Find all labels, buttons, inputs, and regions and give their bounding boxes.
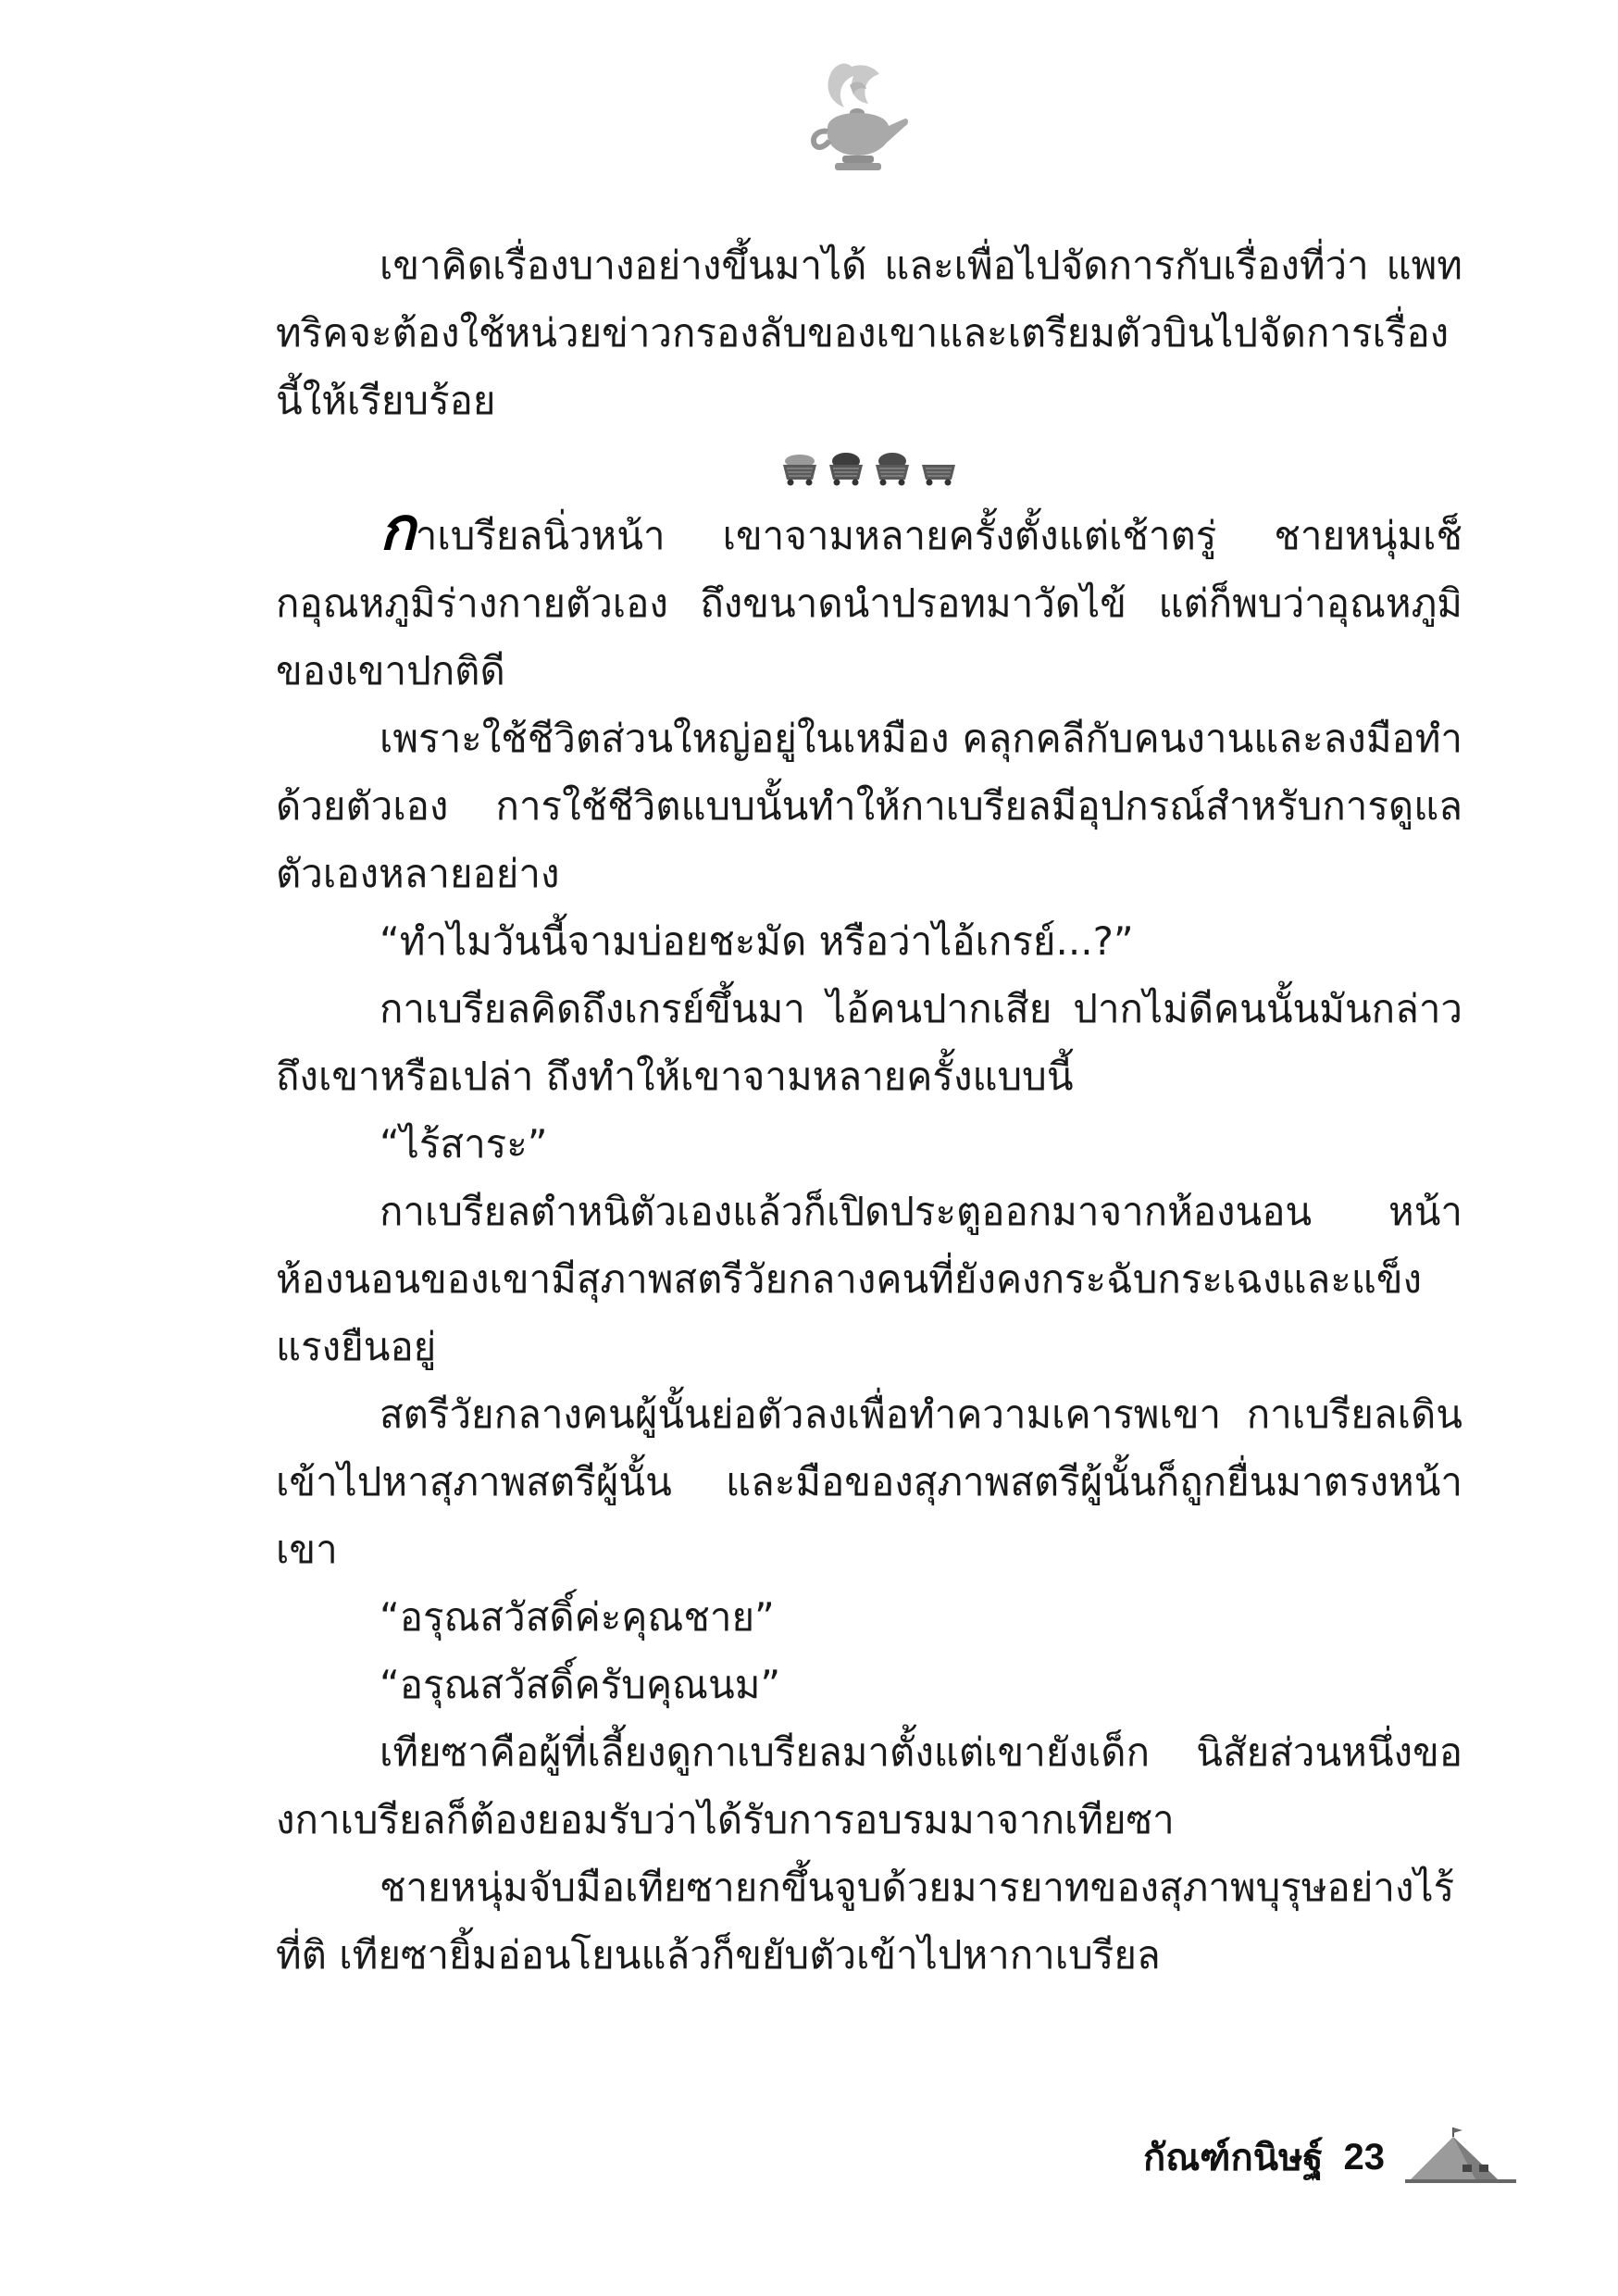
- dialogue-line: “ไร้สาระ”: [380, 1121, 548, 1167]
- body-text: [276, 231, 1462, 1989]
- chapter-opening-paragraph: [276, 495, 1462, 705]
- chapter-opening-text: าเบรียลนิ่วหน้า เขาจามหลายครั้งตั้งแต่เช้าตรู่ ชายหนุ่มเช็กอุณหภูมิร่างกายตัวเอง ถึงขนาดนำปรอทมาวัดไข้ แต่ก็พบว่าอุณหภูมิของเขาปกติดี: [276, 513, 1462, 693]
- paragraph: ชายหนุ่มจับมือเทียซายกขึ้นจูบด้วยมารยาทของสุภาพบุรุษอย่างไร้ที่ติ เทียซายิ้มอ่อนโยนแล้วก็ขยับตัวเข้าไปหากาเบรียล: [276, 1865, 1455, 1978]
- drop-cap: ก: [380, 495, 416, 564]
- dialogue-line: “อรุณสวัสดิ์ค่ะคุณชาย”: [380, 1594, 775, 1640]
- mine-cart-icon: [872, 450, 913, 487]
- dialogue-line: “อรุณสวัสดิ์ครับคุณนม”: [380, 1662, 781, 1707]
- magic-lamp-icon: [796, 54, 916, 179]
- paragraph: กาเบรียลตำหนิตัวเองแล้วก็เปิดประตูออกมาจากห้องนอน หน้าห้องนอนของเขามีสุภาพสตรีวัยกลางคนที่ยังคงกระฉับกระเฉงและแข็งแรงยืนอยู่: [276, 1189, 1462, 1369]
- paragraph: เทียซาคือผู้ที่เลี้ยงดูกาเบรียลมาตั้งแต่เขายังเด็ก นิสัยส่วนหนึ่งของกาเบรียลก็ต้องยอมรับว่าได้รับการอบรมมาจากเทียซา: [276, 1729, 1462, 1842]
- tent-icon: [1405, 2124, 1516, 2190]
- page-number: 23: [1343, 2136, 1385, 2177]
- paragraph: เขาคิดเรื่องบางอย่างขึ้นมาได้ และเพื่อไปจัดการกับเรื่องที่ว่า แพททริคจะต้องใช้หน่วยข่าวกรองลับของเขาและเตรียมตัวบินไปจัดการเรื่องนี้ให้เรียบร้อย: [276, 243, 1462, 423]
- mine-cart-icon: [918, 450, 959, 487]
- book-title: กัณฑ์กนิษฐ์: [1142, 2137, 1324, 2179]
- paragraph: เพราะใช้ชีวิตส่วนใหญ่อยู่ในเหมือง คลุกคลีกับคนงานและลงมือทำด้วยตัวเอง การใช้ชีวิตแบบนั้นทำให้กาเบรียลมีอุปกรณ์สำหรับการดูแลตัวเองหลายอย่าง: [276, 716, 1462, 896]
- mine-cart-icon: [779, 450, 820, 487]
- section-separator: [276, 434, 1462, 502]
- dialogue-line: “ทำไมวันนี้จามบ่อยชะมัด หรือว่าไอ้เกรย์...?”: [380, 918, 1134, 964]
- mine-cart-icon: [826, 450, 866, 487]
- paragraph: สตรีวัยกลางคนผู้นั้นย่อตัวลงเพื่อทำความเคารพเขา กาเบรียลเดินเข้าไปหาสุภาพสตรีผู้นั้น และมือของสุภาพสตรีผู้นั้นก็ถูกยื่นมาตรงหน้าเขา: [276, 1391, 1462, 1572]
- paragraph: กาเบรียลคิดถึงเกรย์ขึ้นมา ไอ้คนปากเสีย ปากไม่ดีคนนั้นมันกล่าวถึงเขาหรือเปล่า ถึงทำให้เขาจามหลายครั้งแบบนี้: [276, 986, 1462, 1099]
- page-footer: [1143, 2120, 1516, 2194]
